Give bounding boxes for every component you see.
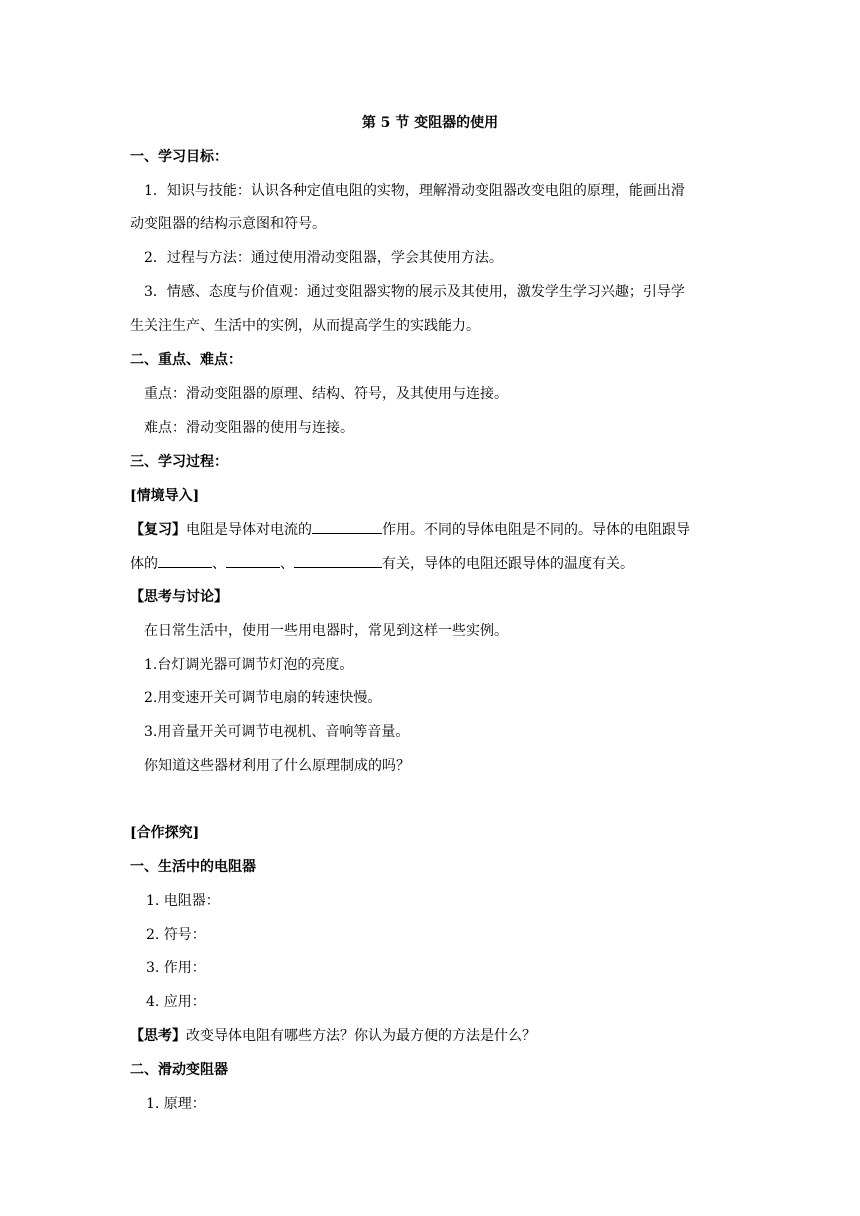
review-text-1: 电阻是导体对电流的 bbox=[186, 522, 312, 538]
review-text-2: 作用。不同的导体电阻是不同的。导体的电阻跟导 bbox=[382, 522, 690, 538]
heading-key-points: 二、重点、难点： bbox=[130, 352, 242, 368]
review-line-1 bbox=[130, 519, 730, 540]
review-label: 【复习】 bbox=[130, 522, 186, 538]
heading-learning-process: 三、学习过程： bbox=[130, 454, 228, 470]
review-sep-1: 、 bbox=[212, 556, 226, 572]
heading-sliding-rheostat: 二、滑动变阻器 bbox=[130, 1062, 228, 1078]
fill-blank-2[interactable] bbox=[158, 553, 212, 568]
goal-1-line-1: 1．知识与技能：认识各种定值电阻的实物，理解滑动变阻器改变电阻的原理，能画出滑 bbox=[144, 183, 685, 199]
item-principle: 1. 原理： bbox=[146, 1096, 206, 1112]
goal-3-line-1: 3．情感、态度与价值观：通过变阻器实物的展示及其使用，激发学生学习兴趣；引导学 bbox=[144, 284, 685, 300]
goal-3-line-2: 生关注生产、生活中的实例，从而提高学生的实践能力。 bbox=[130, 318, 480, 334]
review-text-4: 有关，导体的电阻还跟导体的温度有关。 bbox=[382, 556, 634, 572]
goal-2: 2．过程与方法：通过使用滑动变阻器，学会其使用方法。 bbox=[144, 250, 503, 266]
item-resistor: 1. 电阻器： bbox=[146, 893, 220, 909]
think-discuss-label: 【思考与讨论】 bbox=[130, 589, 228, 605]
daily-life-text: 在日常生活中，使用一些用电器时，常见到这样一些实例。 bbox=[144, 623, 508, 639]
example-3: 3.用音量开关可调节电视机、音响等音量。 bbox=[144, 724, 410, 740]
key-point: 重点：滑动变阻器的原理、结构、符号，及其使用与连接。 bbox=[144, 386, 508, 402]
example-2: 2.用变速开关可调节电扇的转速快慢。 bbox=[144, 690, 382, 706]
difficult-point: 难点：滑动变阻器的使用与连接。 bbox=[144, 420, 354, 436]
heading-learning-goals: 一、学习目标： bbox=[130, 149, 228, 165]
item-symbol: 2. 符号： bbox=[146, 927, 206, 943]
section-tag-explore: [合作探究] bbox=[130, 825, 200, 841]
fill-blank-3[interactable] bbox=[226, 553, 280, 568]
item-function: 3. 作用： bbox=[146, 960, 206, 976]
fill-blank-4[interactable] bbox=[294, 553, 382, 568]
page-title: 第 5 节 变阻器的使用 bbox=[361, 115, 499, 131]
section-tag-intro: [情境导入] bbox=[130, 488, 200, 504]
example-1: 1.台灯调光器可调节灯泡的亮度。 bbox=[144, 657, 354, 673]
question-text: 你知道这些器材利用了什么原理制成的吗？ bbox=[144, 758, 410, 774]
think-label: 【思考】 bbox=[130, 1028, 186, 1044]
think-text: 改变导体电阻有哪些方法？你认为最方便的方法是什么？ bbox=[186, 1028, 536, 1044]
review-text-3: 体的 bbox=[130, 556, 158, 572]
item-application: 4. 应用： bbox=[146, 994, 206, 1010]
fill-blank-1[interactable] bbox=[312, 519, 382, 534]
goal-1-line-2: 动变阻器的结构示意图和符号。 bbox=[130, 216, 326, 232]
think-question bbox=[130, 1026, 730, 1046]
heading-resistors-in-life: 一、生活中的电阻器 bbox=[130, 859, 256, 875]
review-sep-2: 、 bbox=[280, 556, 294, 572]
review-line-2 bbox=[130, 553, 730, 574]
